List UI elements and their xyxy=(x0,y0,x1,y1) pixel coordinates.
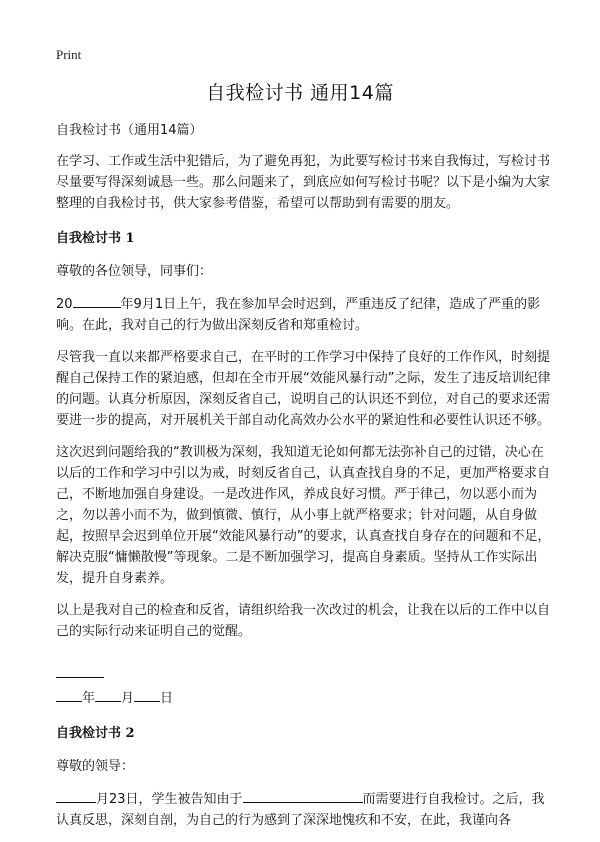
section-1-salutation: 尊敬的各位领导，同事们： xyxy=(56,264,213,279)
section-1-paragraph-4: 以上是我对自己的检查和反省，请组织给我一次改过的机会，让我在以后的工作中以自己的实际行动来证明自己的觉醒。 xyxy=(56,603,551,639)
section-1-paragraph-1 xyxy=(56,294,556,336)
section-2-paragraph-1 xyxy=(56,789,556,831)
section-2-heading: 自我检讨书 2 xyxy=(56,726,135,741)
signature-line xyxy=(56,656,104,678)
paragraph-text: 月23日，学生被告知由于 xyxy=(96,792,243,807)
year-prefix: 20 xyxy=(56,297,73,312)
blank-line xyxy=(56,688,82,702)
document-subtitle: 自我检讨书（通用14篇） xyxy=(56,123,203,138)
page-title: 自我检讨书 通用14篇 xyxy=(206,82,394,104)
section-1-heading: 自我检讨书 1 xyxy=(56,231,135,246)
intro-paragraph: 在学习、工作或生活中犯错后，为了避免再犯，为此要写检讨书来自我悔过，写检讨书尽量要写得深刻诚恳一些。那么问题来了，到底应如何写检讨书呢？以下是小编为大家整理的自我检讨书，供大家参考借鉴，希望可以帮助到有需要的朋友。 xyxy=(56,154,551,211)
blank-line xyxy=(134,688,160,702)
document-body xyxy=(56,120,556,842)
blank-line xyxy=(243,789,363,803)
paragraph-text: 而需要进行自我检讨。之后，我认真反思，深刻自剖，为自己的行为感到了深深地愧疚和不安，在此，我谨向各 xyxy=(56,792,545,828)
section-1-paragraph-2: 尽管我一直以来都严格要求自己，在平时的工作学习中保持了良好的工作作风，时刻提醒自己保持工作的紧迫感，但却在全市开展“效能风暴行动”之际，发生了违反培训纪律的问题。认真分析原因，深刻反省自己，说明自己的认识还不到位，对自己的要求还需要进一步的提高，对开展机关干部自动化高效办公水平的紧迫性和必要性认识还不够。 xyxy=(56,350,551,428)
blank-line xyxy=(56,789,96,803)
date-year-label: 年 xyxy=(82,691,96,706)
print-link[interactable]: Print xyxy=(56,47,82,62)
section-2-salutation: 尊敬的领导： xyxy=(56,759,135,774)
blank-line xyxy=(73,294,121,308)
date-day-label: 日 xyxy=(160,691,174,706)
section-1-paragraph-3: 这次迟到问题给我的“教训极为深刻，我知道无论如何都无法弥补自己的过错，决心在以后的工作和学习中引以为戒，时刻反省自己，认真查找自身的不足，更加严格要求自己，不断地加强自身建设。一是改进作风，养成良好习惯。严于律己，勿以恶小而为之，勿以善小而不为，做到慎微、慎行，从小事上就严格要求；针对问题，从自身做起，按照早会迟到单位开展“效能风暴行动”的要求，认真查找自身存在的问题和不足，解决克服“慵懒散慢”等现象。二是不断加强学习，提高自身素质。坚持从工作实际出发，提升自身素养。 xyxy=(56,445,551,586)
date-row xyxy=(56,688,556,709)
paragraph-text: 年9月1日上午，我在参加早会时迟到，严重违反了纪律，造成了严重的影响。在此，我对自己的行为做出深刻反省和郑重检讨。 xyxy=(56,297,541,333)
blank-line xyxy=(95,688,121,702)
date-month-label: 月 xyxy=(121,691,135,706)
